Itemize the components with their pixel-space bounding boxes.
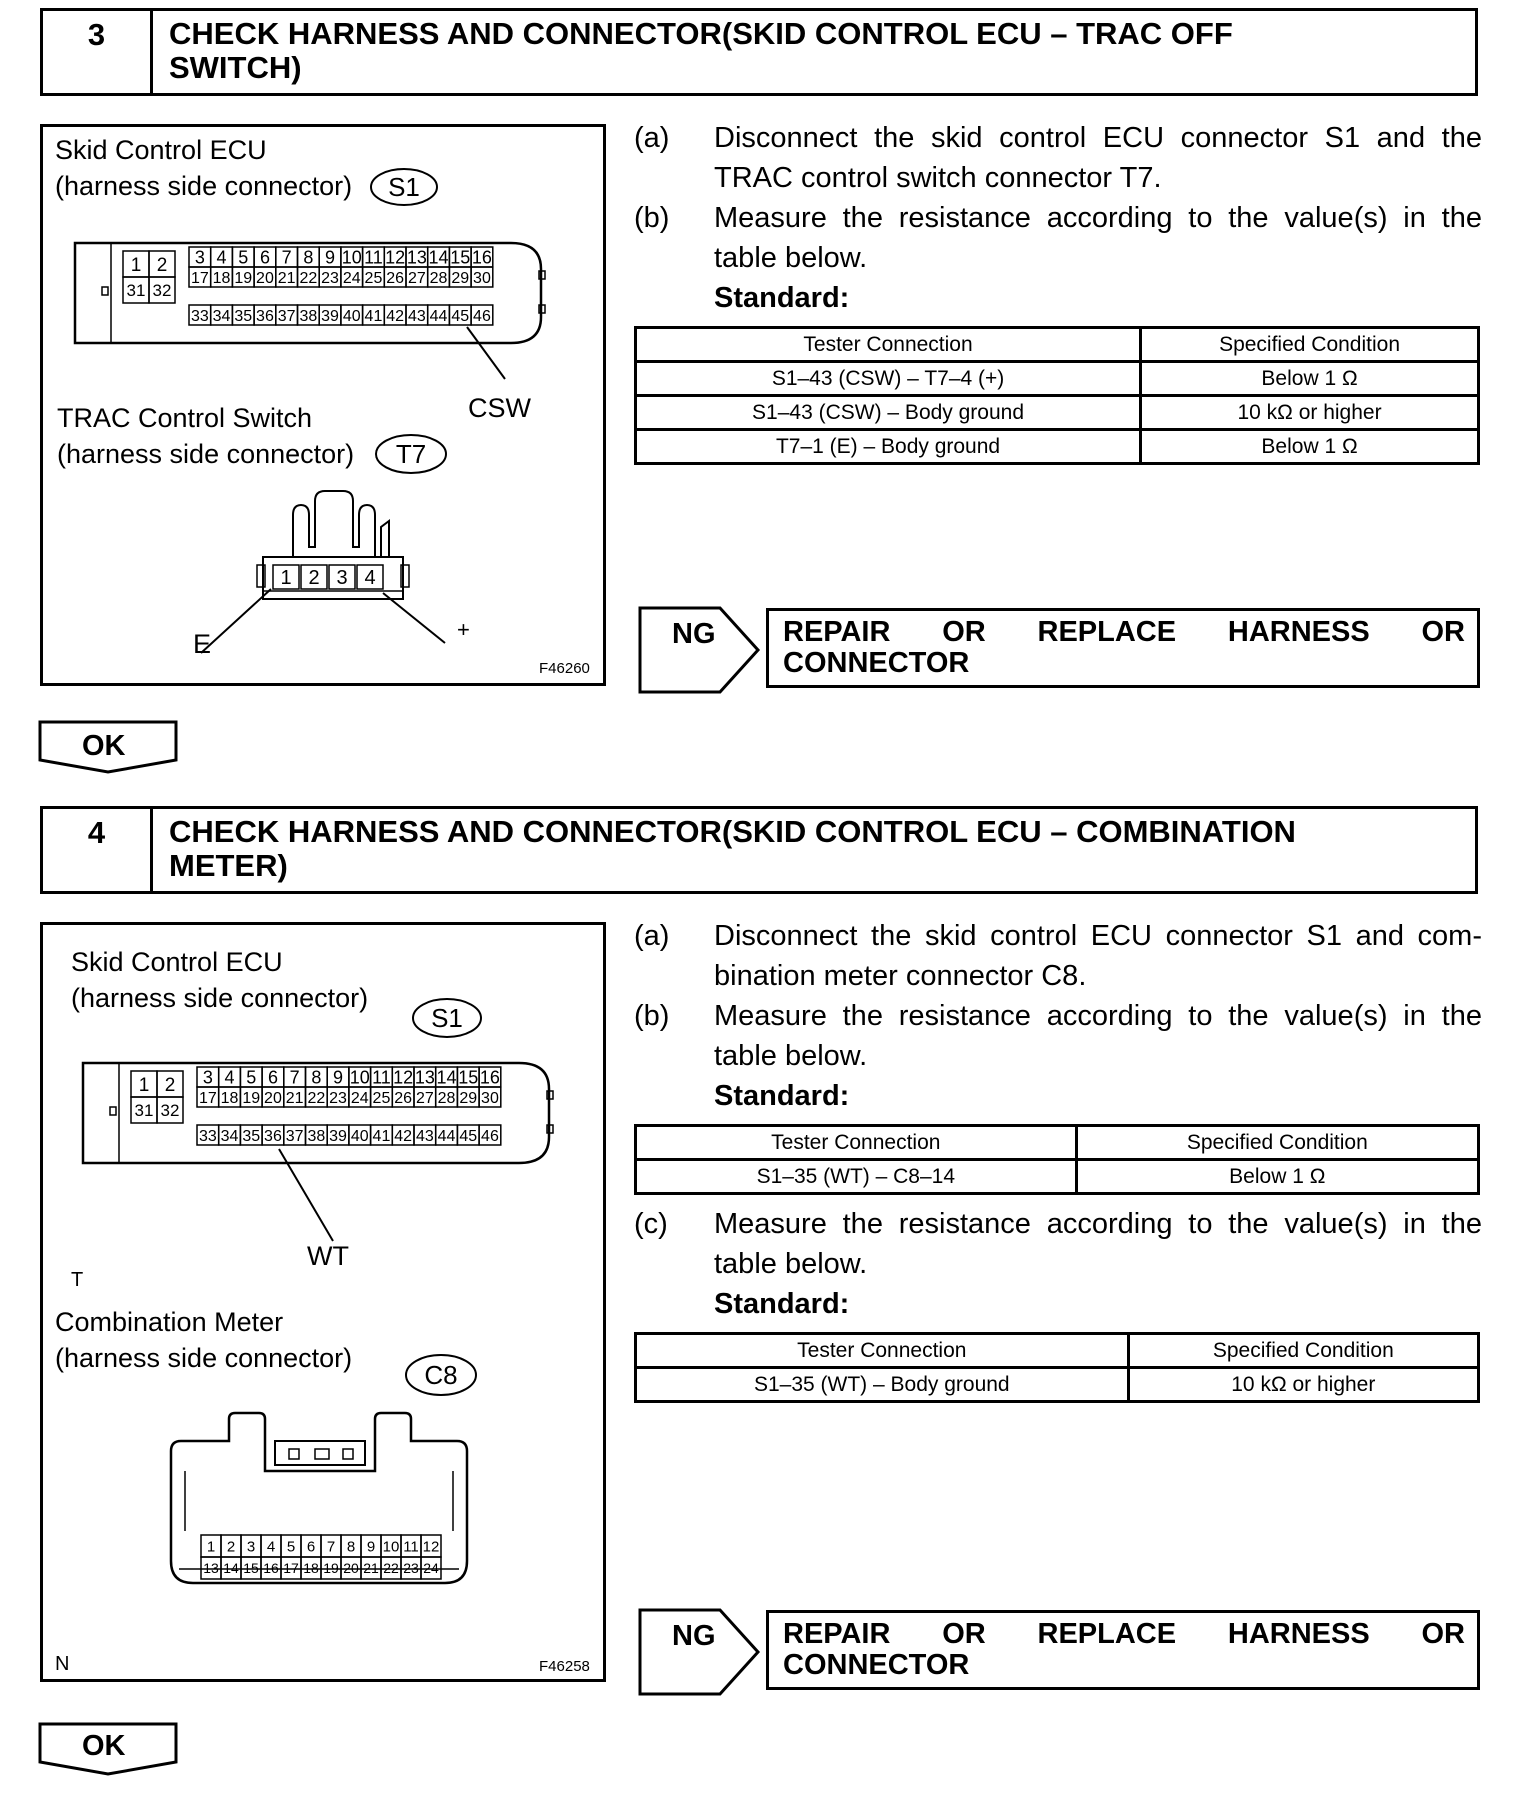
header-tester: Tester Connection (636, 1126, 1077, 1160)
pin-label: 37 (277, 307, 296, 325)
pin-label: 17 (283, 1560, 299, 1577)
pin-label: 1 (280, 567, 292, 590)
pin-label: 24 (342, 269, 361, 287)
pin-label: 19 (323, 1560, 339, 1577)
pin-label: 3 (202, 1067, 213, 1088)
pin-label: 6 (267, 1067, 278, 1088)
section4-number: 4 (43, 809, 153, 891)
ng-label: NG (672, 618, 716, 650)
pin-label: 20 (343, 1560, 359, 1577)
pin-label: 20 (264, 1089, 282, 1107)
pin-label: 12 (422, 1538, 440, 1556)
standard-label: Standard: (714, 1080, 850, 1112)
pin-label: 38 (307, 1127, 326, 1145)
pin-label: 23 (321, 269, 339, 287)
pin-label: 17 (198, 1089, 217, 1107)
pin-label: 11 (403, 1538, 419, 1556)
header-condition: Specified Condition (1141, 328, 1479, 362)
pin-label: 27 (415, 1089, 434, 1107)
pin-label: 34 (212, 307, 231, 325)
pin-label: 9 (325, 247, 336, 268)
pin-label: 3 (336, 567, 348, 590)
pin-label: 33 (198, 1127, 217, 1145)
pin-label: 21 (363, 1560, 379, 1577)
table-header-row (636, 328, 1479, 362)
pin-label: 36 (264, 1127, 282, 1145)
pin-label: 25 (364, 269, 383, 287)
pin-label: 37 (285, 1127, 304, 1145)
pin-label: 18 (212, 269, 231, 287)
pin-label: 3 (246, 1538, 256, 1556)
pin-label: 9 (333, 1067, 344, 1088)
pin-label: 20 (256, 269, 274, 287)
pin-label: 22 (383, 1560, 399, 1577)
pin-label: 12 (385, 247, 406, 268)
figure-id: F46260 (539, 660, 590, 677)
pin-label: 28 (429, 269, 448, 287)
pin-label: 2 (226, 1538, 236, 1556)
pin-label: 41 (364, 307, 383, 325)
pin-label: 5 (246, 1067, 257, 1088)
section4-title: CHECK HARNESS AND CONNECTOR(SKID CONTROL ECU – COMBINATION METER) (169, 814, 1296, 883)
pin-label: 44 (437, 1127, 456, 1145)
switch-code-badge (373, 431, 453, 477)
switch-code: T7 (395, 439, 427, 469)
pin-label: 30 (473, 269, 491, 287)
pin-label: 2 (164, 1074, 176, 1096)
csw-leader-line (463, 323, 513, 383)
pin-label: 12 (393, 1067, 414, 1088)
pin-label: 34 (220, 1127, 239, 1145)
pin-label: 1 (130, 254, 142, 276)
pin-label: 36 (256, 307, 274, 325)
ecu-code-badge (368, 165, 440, 209)
pin-label: 4 (224, 1067, 235, 1088)
ecu-sub-label: (harness side connector) (71, 983, 369, 1013)
pin-label: 13 (414, 1067, 435, 1088)
ecu-code-badge (410, 995, 484, 1041)
pin-label: 2 (308, 567, 320, 590)
meter-label: Combination Meter (55, 1307, 284, 1337)
section4-figure (40, 922, 606, 1682)
pin-label: 43 (407, 307, 426, 325)
pin-label: 33 (190, 307, 209, 325)
section3-title: CHECK HARNESS AND CONNECTOR(SKID CONTROL ECU – TRAC OFF SWITCH) (169, 16, 1233, 85)
pin-label: 26 (386, 269, 405, 287)
pin-label: 26 (394, 1089, 413, 1107)
pin-label: 45 (459, 1127, 478, 1145)
pin-label: 19 (242, 1089, 261, 1107)
pin-label: 21 (277, 269, 296, 287)
pin-label: 22 (299, 269, 318, 287)
section4-spec-table-2 (634, 1332, 1480, 1403)
stray-t-label: T (71, 1269, 84, 1291)
pin-label: 6 (306, 1538, 316, 1556)
pin-label: 11 (372, 1067, 391, 1088)
switch-leader-lines (193, 567, 453, 657)
table-row: S1–35 (WT) – C8–14 Below 1 Ω (636, 1160, 1479, 1194)
pin-label: 24 (423, 1560, 439, 1577)
section3-figure (40, 124, 606, 686)
pin-label: 5 (286, 1538, 296, 1556)
csw-label: CSW (468, 393, 531, 423)
step-a: (a) Disconnect the skid control ECU connector S1 and the TRAC control switch connector T7. (634, 122, 1482, 194)
pin-label: 45 (451, 307, 470, 325)
pin-label: 29 (459, 1089, 478, 1107)
pin-label: 18 (303, 1560, 319, 1577)
pin-label: 32 (160, 1101, 180, 1121)
section4-spec-table-1 (634, 1124, 1480, 1195)
pin-label: 23 (329, 1089, 347, 1107)
pin-label: 22 (307, 1089, 326, 1107)
section4-steps (634, 916, 1482, 1116)
pin-label: 39 (329, 1127, 347, 1145)
header-condition: Specified Condition (1128, 1334, 1478, 1368)
ecu-sub-label: (harness side connector) (55, 171, 353, 201)
pin-label: 16 (479, 1067, 500, 1088)
figure-id: F46258 (539, 1658, 590, 1675)
pin-label: 6 (259, 247, 270, 268)
ecu-label: Skid Control ECU (71, 947, 283, 977)
section3-header (40, 8, 1478, 96)
pin-label: 10 (382, 1538, 400, 1556)
step-b: (b) Measure the resistance according to the value(s) in the table below. (634, 1000, 1482, 1072)
ng-action: REPAIR OR REPLACE HARNESS OR CONNECTOR (766, 608, 1480, 688)
pin-label: 15 (450, 247, 471, 268)
meter-sub-label: (harness side connector) (55, 1343, 353, 1373)
switch-sub-label: (harness side connector) (57, 439, 355, 469)
pin-label: 16 (471, 247, 492, 268)
pin-label: 15 (243, 1560, 259, 1577)
step-a: (a) Disconnect the skid control ECU connector S1 and com-bination meter connector C8. (634, 920, 1482, 992)
table-header-row (636, 1126, 1479, 1160)
pin-label: 41 (372, 1127, 391, 1145)
pin-label: 17 (190, 269, 209, 287)
pin-label: 42 (394, 1127, 413, 1145)
pin-label: 25 (372, 1089, 391, 1107)
section4-step-c (634, 1204, 1482, 1324)
pin-label: 38 (299, 307, 318, 325)
pin-label: 13 (203, 1560, 219, 1577)
header-tester: Tester Connection (636, 1334, 1129, 1368)
pin-label: 46 (473, 307, 491, 325)
ecu-code: S1 (388, 172, 420, 202)
header-tester: Tester Connection (636, 328, 1141, 362)
pin-label: 32 (152, 281, 172, 301)
pin-label: 40 (342, 307, 361, 325)
table-header-row (636, 1334, 1479, 1368)
stray-n-label: N (55, 1653, 70, 1675)
pin-label: 19 (234, 269, 253, 287)
pin-label: 4 (266, 1538, 276, 1556)
pin-label: 5 (238, 247, 249, 268)
pin-label: 4 (364, 567, 376, 590)
pin-label: 14 (436, 1067, 457, 1088)
pin-label: 30 (481, 1089, 499, 1107)
pin-label: 18 (220, 1089, 239, 1107)
pin-label: 46 (481, 1127, 499, 1145)
switch-label: TRAC Control Switch (57, 403, 313, 433)
table-row: S1–35 (WT) – Body ground 10 kΩ or higher (636, 1368, 1479, 1402)
header-condition: Specified Condition (1076, 1126, 1478, 1160)
ok-label: OK (82, 730, 126, 762)
pin-label: 29 (451, 269, 470, 287)
pin-label: 31 (126, 281, 146, 301)
standard-label: Standard: (714, 282, 850, 314)
wt-leader-line (273, 1145, 343, 1245)
pin-label: 39 (321, 307, 339, 325)
section3-spec-table (634, 326, 1480, 465)
pin-label: 44 (429, 307, 448, 325)
section3-steps (634, 118, 1482, 318)
pin-label: 8 (303, 247, 314, 268)
table-row: T7–1 (E) – Body ground Below 1 Ω (636, 430, 1479, 464)
meter-connector (167, 1411, 479, 1591)
pin-label: 14 (223, 1560, 239, 1577)
pin-label: 23 (403, 1560, 419, 1577)
ecu-label: Skid Control ECU (55, 135, 267, 165)
pin-label: 3 (194, 247, 205, 268)
pin-plus-label: + (457, 617, 470, 642)
pin-label: 31 (134, 1101, 154, 1121)
meter-code-badge (403, 1351, 483, 1399)
pin-label: 9 (366, 1538, 376, 1556)
ng-action: REPAIR OR REPLACE HARNESS OR CONNECTOR (766, 1610, 1480, 1690)
pin-label: 35 (234, 307, 253, 325)
table-row: S1–43 (CSW) – Body ground 10 kΩ or higher (636, 396, 1479, 430)
table-row: S1–43 (CSW) – T7–4 (+) Below 1 Ω (636, 362, 1479, 396)
ok-label: OK (82, 1730, 126, 1762)
pin-label: 24 (350, 1089, 369, 1107)
step-c: (c) Measure the resistance according to the value(s) in the table below. (634, 1208, 1482, 1280)
pin-label: 7 (326, 1538, 336, 1556)
standard-label: Standard: (714, 1288, 850, 1320)
pin-label: 1 (206, 1538, 216, 1556)
pin-label: 15 (458, 1067, 479, 1088)
section4-header (40, 806, 1478, 894)
pin-e-label: E (193, 629, 212, 659)
ecu-code: S1 (431, 1003, 463, 1033)
pin-label: 27 (407, 269, 426, 287)
pin-label: 7 (281, 247, 292, 268)
pin-label: 42 (386, 307, 405, 325)
pin-label: 40 (350, 1127, 369, 1145)
wt-label: WT (307, 1241, 349, 1271)
pin-label: 10 (349, 1067, 370, 1088)
pin-label: 14 (428, 247, 449, 268)
section3-number: 3 (43, 11, 153, 93)
pin-label: 28 (437, 1089, 456, 1107)
pin-label: 11 (364, 247, 383, 268)
pin-label: 8 (311, 1067, 322, 1088)
pin-label: 7 (289, 1067, 300, 1088)
meter-code: C8 (424, 1360, 458, 1390)
pin-label: 8 (346, 1538, 356, 1556)
pin-label: 1 (138, 1074, 150, 1096)
pin-label: 35 (242, 1127, 261, 1145)
pin-label: 16 (263, 1560, 279, 1577)
step-b: (b) Measure the resistance according to the value(s) in the table below. (634, 202, 1482, 274)
pin-label: 43 (415, 1127, 434, 1145)
pin-label: 13 (406, 247, 427, 268)
pin-label: 21 (285, 1089, 304, 1107)
pin-label: 2 (156, 254, 168, 276)
ng-label: NG (672, 1620, 716, 1652)
pin-label: 10 (341, 247, 362, 268)
pin-label: 4 (216, 247, 227, 268)
